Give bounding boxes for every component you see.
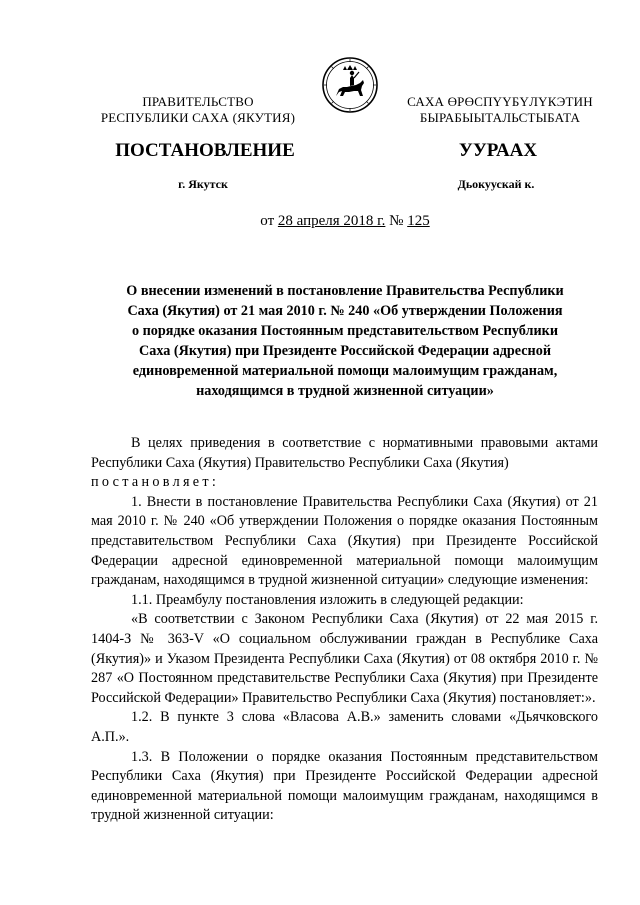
number-label: № xyxy=(385,213,408,229)
subject-line: единовременной материальной помощи малоимущим гражданам, xyxy=(132,363,558,379)
decrees-word: постановляет: xyxy=(91,474,220,491)
paragraph-1-1: 1.1. Преамбулу постановления изложить в следующей редакции: xyxy=(131,591,524,608)
city-ru: г. Якутск xyxy=(178,177,228,191)
date-line xyxy=(200,213,490,230)
date-prefix: от xyxy=(260,213,278,229)
subject-line: находящимся в трудной жизненной ситуации» xyxy=(196,383,494,399)
subject-line: Саха (Якутия) при Президенте Российской Федерации адресной xyxy=(138,343,551,359)
header-right xyxy=(392,94,608,126)
city-sakha: Дьокуускай к. xyxy=(457,177,535,191)
paragraph-1-1-quote: «В соответствии с Законом Республики Саха (Якутия) от 22 мая 2015 г. 1404-З № 363-V «О социальном обслуживании граждан в Республике Саха (Якутия)» и Указом Президента Республики Саха (Якутия) от 08 октября 2010 г. № 287 «О Постоянном представительстве Республики Саха (Якутия) при Президенте Российской Федерации» Правительство Республики Саха (Якутия) постановляет:». xyxy=(91,611,598,706)
decree-body xyxy=(91,434,598,826)
header-left-line1: ПРАВИТЕЛЬСТВО xyxy=(142,94,254,109)
paragraph-1-3: 1.3. В Положении о порядке оказания Постоянным представительством Республики Саха (Якутия) при Президенте Российской Федерации адресной единовременной материальной помощи малоимущим гражданам, находящимся в трудной жизненной ситуации: xyxy=(91,748,598,824)
subject-line: О внесении изменений в постановление Правительства Республики xyxy=(126,283,564,299)
paragraph-1: 1. Внести в постановление Правительства Республики Саха (Якутия) от 21 мая 2010 г. № 240 «Об утверждении Положения о порядке оказания Постоянным представительством Республики Саха (Якутия) при Президенте Российской Федерации адресной единовременной материальной помощи малоимущим гражданам, находящимся в трудной жизненной ситуации» следующие изменения: xyxy=(91,493,598,589)
decree-date: 28 апреля 2018 г. xyxy=(277,213,386,229)
subject-line: Саха (Якутия) от 21 мая 2010 г. № 240 «Об утверждении Положения xyxy=(127,303,563,319)
subject-line: о порядке оказания Постоянным представительством Республики xyxy=(131,323,559,339)
header-right-line2: БЫРАБЫЫТАЛЬСТЫБАТА xyxy=(419,110,581,125)
paragraph-1-2: 1.2. В пункте 3 слова «Власова А.В.» заменить словами «Дьячковского А.П.». xyxy=(91,709,598,745)
decree-number: 125 xyxy=(407,213,430,229)
decree-subject xyxy=(100,281,590,401)
intro-paragraph: В целях приведения в соответствие с нормативными правовыми актами Республики Саха (Якутия) Правительство Республики Саха (Якутия) xyxy=(91,435,598,471)
header-left xyxy=(82,94,314,126)
coat-of-arms-icon xyxy=(321,56,379,114)
header-left-line2: РЕСПУБЛИКИ САХА (ЯКУТИЯ) xyxy=(100,110,296,125)
title-ru: ПОСТАНОВЛЕНИЕ xyxy=(115,140,295,161)
title-sakha: УУРААХ xyxy=(458,140,538,161)
header-right-line1: САХА ӨРӨСПҮҮБҮЛҮКЭТИН xyxy=(407,94,593,109)
